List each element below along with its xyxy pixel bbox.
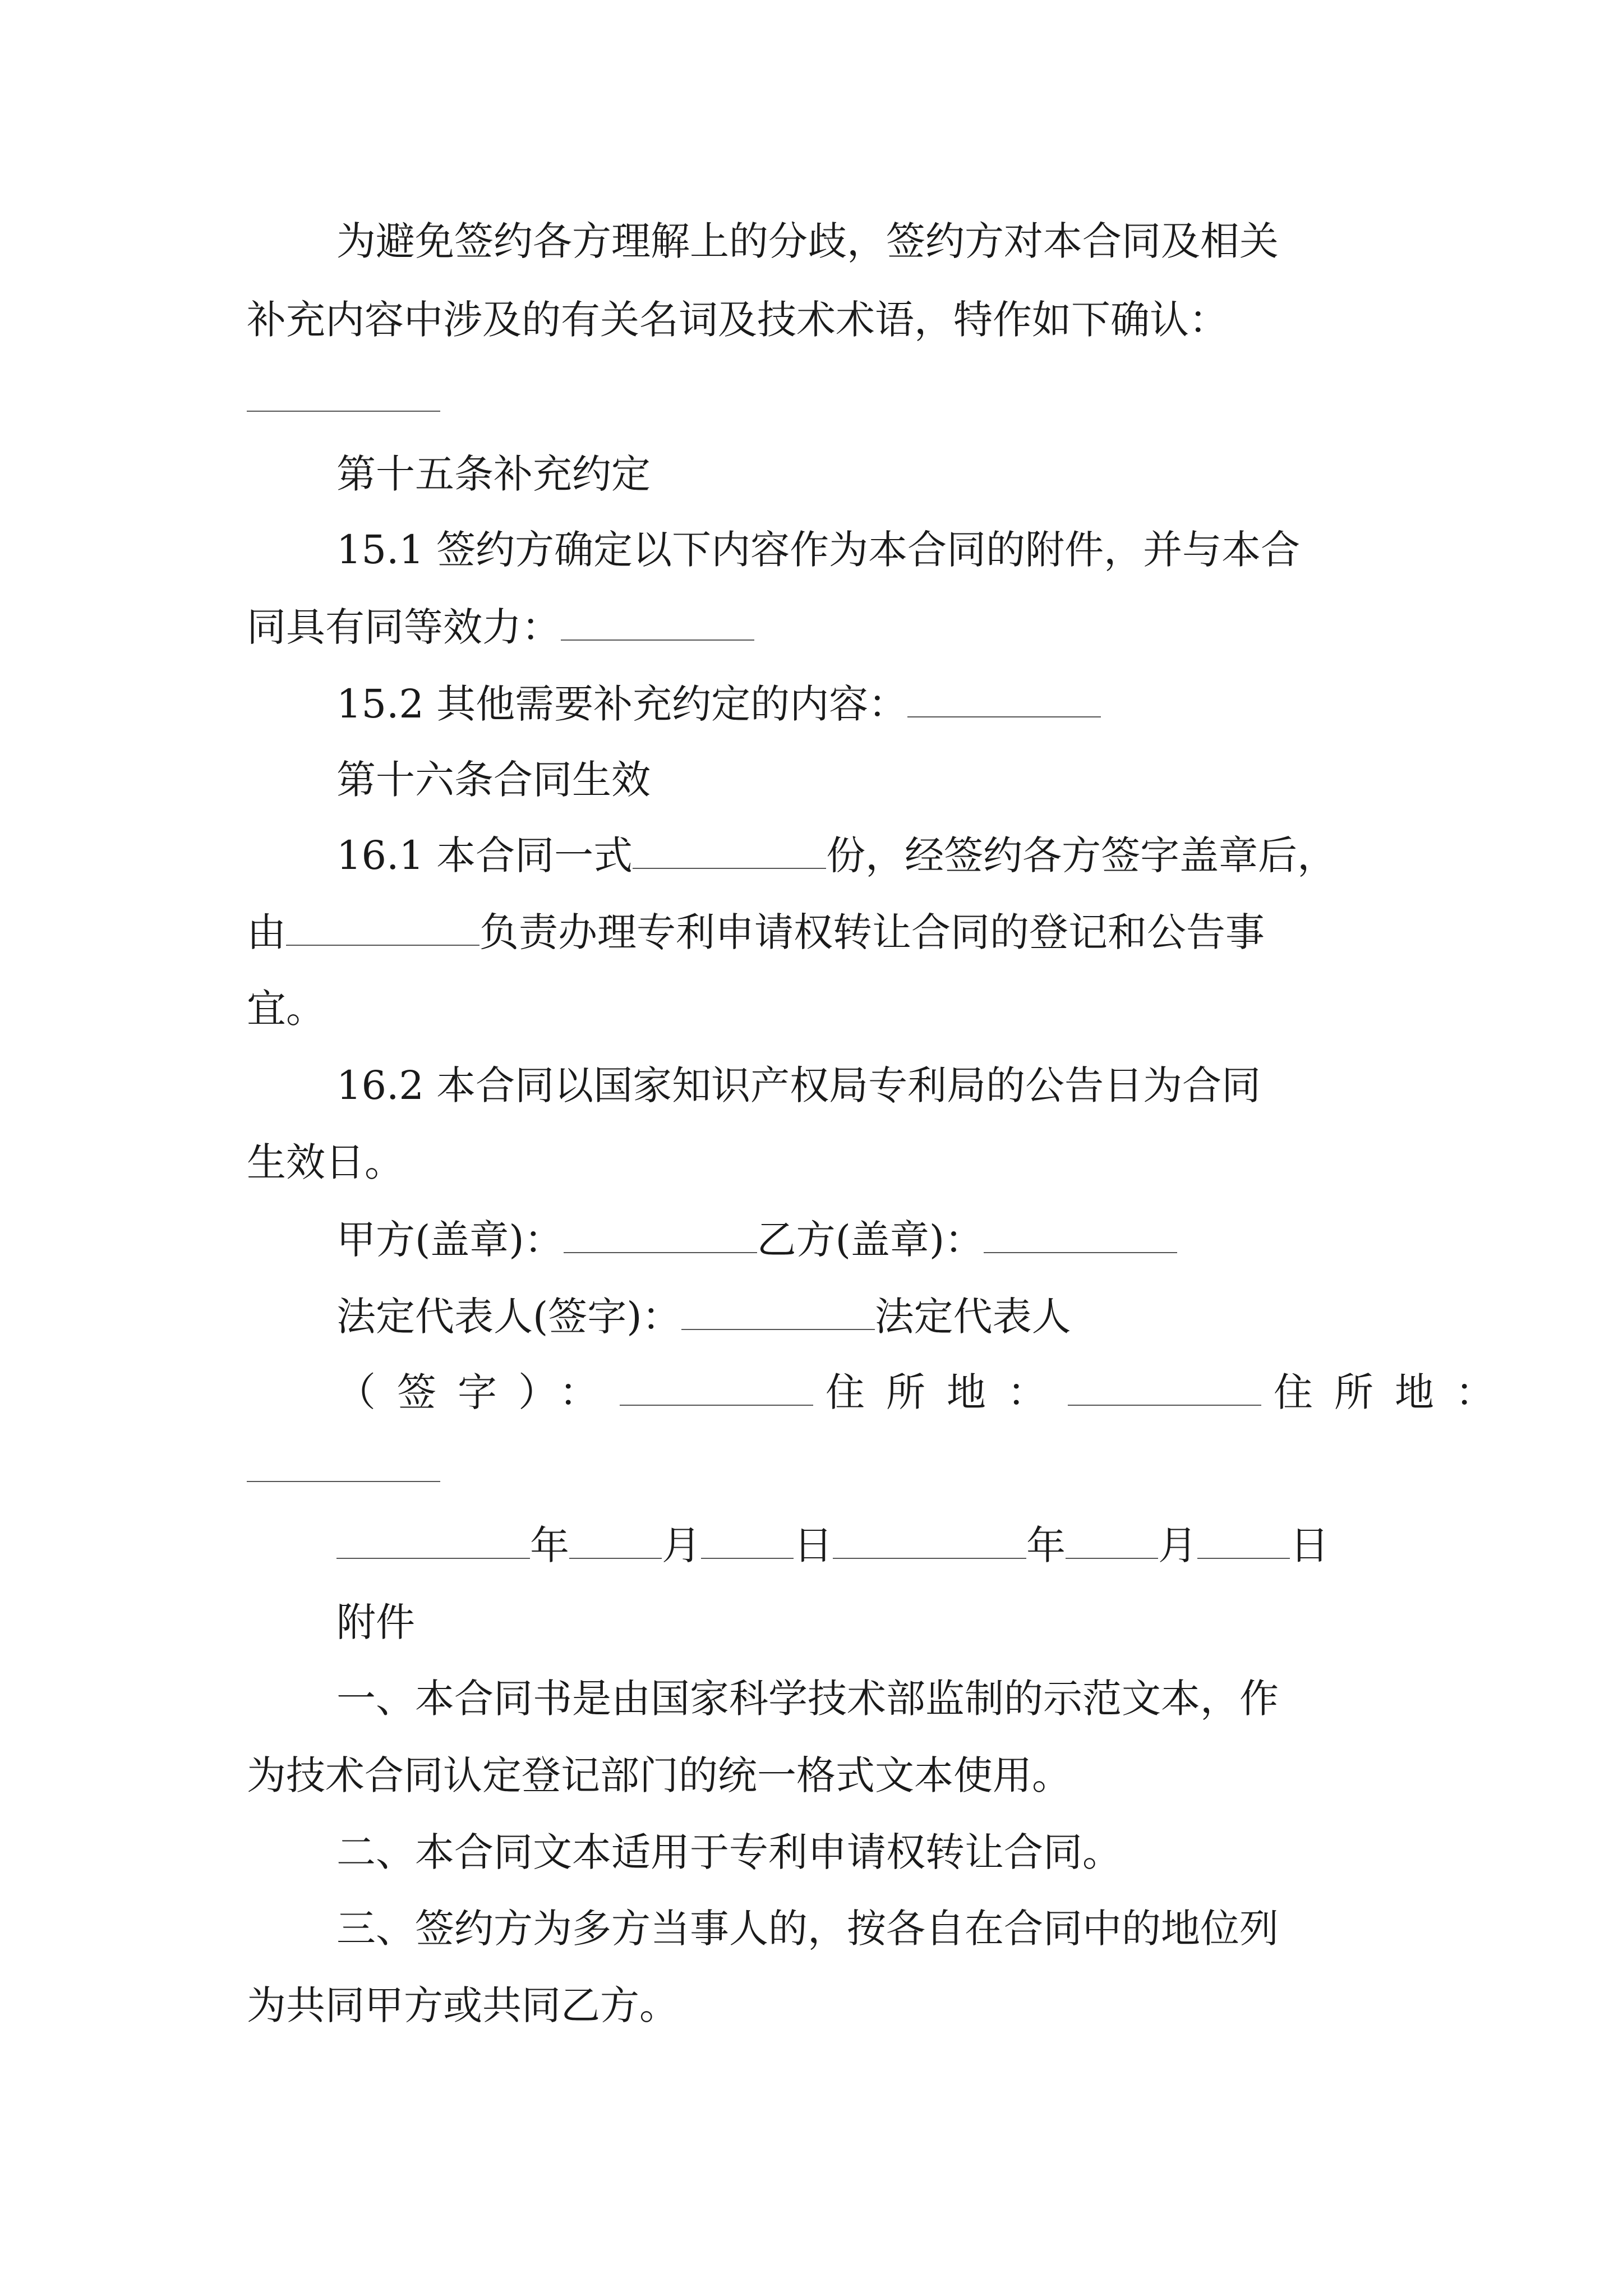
address-blank-line — [247, 1441, 440, 1497]
blank-field — [286, 905, 479, 946]
intro-blank-line — [247, 370, 440, 426]
blank-field — [569, 1519, 662, 1559]
article-15-heading: 第十五条补充约定 — [336, 451, 651, 497]
appendix-heading: 附件 — [336, 1599, 415, 1645]
article-15-1-line-2: 同具有同等效力： — [247, 599, 754, 655]
blank-field — [1197, 1519, 1290, 1559]
date-line: 年 月 日 年 月 日 — [336, 1517, 1329, 1573]
blank-field — [907, 677, 1101, 717]
appendix-item-3-line-1: 三、签约方为多方当事人的，按各自在合同中的地位列 — [336, 1906, 1279, 1952]
seal-line: 甲方(盖章)： 乙方(盖章)： — [336, 1212, 1177, 1268]
article-16-1-line-3: 宜。 — [247, 986, 325, 1032]
blank-field — [833, 1519, 1026, 1559]
article-15-1-line-1: 15.1 签约方确定以下内容作为本合同的附件，并与本合 — [336, 527, 1301, 573]
blank-field — [247, 371, 440, 412]
legal-rep-line: 法定代表人(签字)： 法定代表人 — [336, 1289, 1071, 1345]
article-16-1-line-2: 由 负责办理专利申请权转让合同的登记和公告事 — [247, 904, 1265, 960]
article-16-2-line-1: 16.2 本合同以国家知识产权局专利局的公告日为合同 — [336, 1062, 1261, 1108]
appendix-item-1-line-1: 一、本合同书是由国家科学技术部监制的示范文本，作 — [336, 1676, 1279, 1722]
intro-line-1: 为避免签约各方理解上的分歧，签约方对本合同及相关 — [336, 218, 1279, 264]
article-16-1-line-1: 16.1 本合同一式 份，经签约各方签字盖章后， — [336, 827, 1336, 884]
blank-field — [336, 1519, 530, 1559]
blank-field — [681, 1290, 875, 1330]
blank-field — [633, 829, 826, 869]
blank-field — [564, 1213, 757, 1253]
article-15-2: 15.2 其他需要补充约定的内容： — [336, 676, 1101, 732]
blank-field — [620, 1365, 813, 1406]
blank-field — [701, 1519, 794, 1559]
address-line: （签字）： 住所地： 住所地： — [336, 1364, 1516, 1420]
article-16-heading: 第十六条合同生效 — [336, 757, 651, 803]
blank-field — [1066, 1519, 1158, 1559]
appendix-item-2: 二、本合同文本适用于专利申请权转让合同。 — [336, 1829, 1122, 1875]
blank-field — [1068, 1365, 1261, 1406]
blank-field — [561, 600, 754, 641]
appendix-item-1-line-2: 为技术合同认定登记部门的统一格式文本使用。 — [247, 1752, 1071, 1798]
appendix-item-3-line-2: 为共同甲方或共同乙方。 — [247, 1982, 679, 2028]
intro-line-2: 补充内容中涉及的有关名词及技术术语，特作如下确认： — [247, 297, 1228, 343]
article-16-2-line-2: 生效日。 — [247, 1139, 404, 1185]
blank-field — [247, 1442, 440, 1482]
blank-field — [984, 1213, 1177, 1253]
